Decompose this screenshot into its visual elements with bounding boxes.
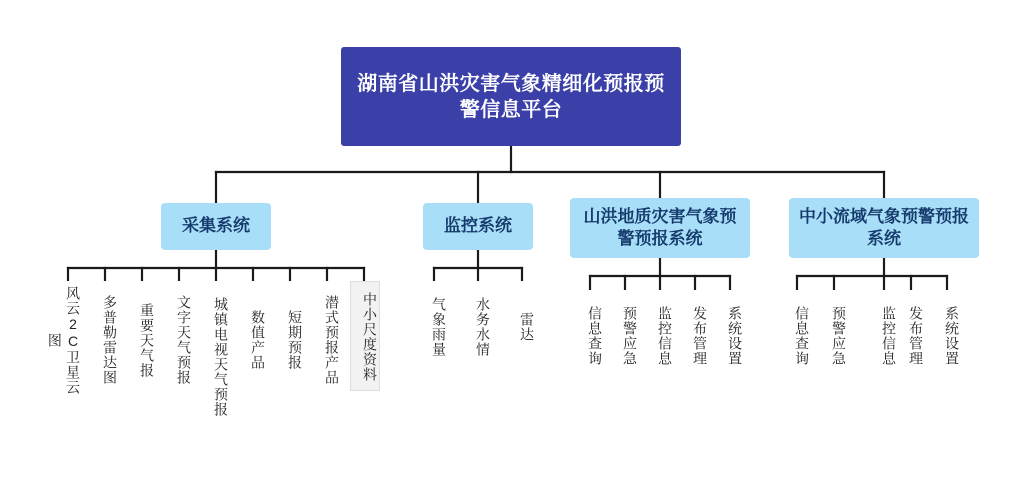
leaf-node-label: 气象雨量	[431, 297, 447, 357]
leaf-node-label: 潜式预报产品	[324, 295, 340, 385]
leaf-node[interactable]	[466, 281, 492, 371]
leaf-node[interactable]	[93, 281, 119, 397]
leaf-node-label: 短期预报	[287, 310, 303, 370]
leaf-node[interactable]	[648, 290, 674, 380]
leaf-node-label: 预警应急	[831, 306, 847, 366]
leaf-node-label: 发布管理	[692, 306, 708, 366]
leaf-node-label: 系统设置	[944, 306, 960, 366]
leaf-node[interactable]	[278, 281, 304, 397]
leaf-node-label: 雷达	[519, 312, 535, 342]
leaf-node-label: 城镇电视天气预报	[213, 297, 229, 417]
leaf-node-label: 监控信息	[881, 306, 897, 366]
leaf-node[interactable]	[167, 281, 193, 397]
leaf-node[interactable]	[422, 281, 448, 371]
system-node-monitoring[interactable]	[423, 203, 533, 250]
leaf-node[interactable]	[935, 290, 961, 380]
leaf-node[interactable]	[785, 290, 811, 380]
leaf-node[interactable]	[613, 290, 639, 380]
leaf-node[interactable]	[204, 281, 230, 431]
leaf-node-label: 水务水情	[475, 297, 491, 357]
leaf-node[interactable]	[578, 290, 604, 380]
platform-root-node[interactable]	[341, 47, 681, 146]
leaf-node-label: 预警应急	[622, 306, 638, 366]
system-node-label: 中小流域气象预警预报系统	[799, 206, 969, 248]
system-node-label: 山洪地质灾害气象预警预报系统	[583, 206, 737, 248]
leaf-node-label: 风云2C卫星云图	[46, 285, 81, 395]
leaf-node-label: 重要天气报	[139, 302, 155, 378]
leaf-node-highlighted[interactable]	[350, 281, 380, 391]
leaf-node-label: 系统设置	[727, 306, 743, 366]
leaf-node-label: 文字天气预报	[176, 295, 192, 385]
leaf-node-label: 多普勒雷达图	[102, 295, 118, 385]
system-node-small-basin[interactable]	[789, 198, 979, 258]
leaf-node-label: 信息查询	[794, 306, 810, 366]
system-node-label: 采集系统	[182, 216, 250, 236]
leaf-node-label: 信息查询	[587, 306, 603, 366]
platform-root-label: 湖南省山洪灾害气象精细化预报预警信息平台	[357, 72, 665, 121]
leaf-node[interactable]	[510, 281, 536, 371]
leaf-node[interactable]	[899, 290, 925, 380]
leaf-node[interactable]	[130, 281, 156, 397]
system-node-collection[interactable]	[161, 203, 271, 250]
leaf-node[interactable]	[872, 290, 898, 380]
leaf-node-label: 中小尺度资料	[362, 292, 378, 382]
leaf-node-label: 监控信息	[657, 306, 673, 366]
leaf-node[interactable]	[822, 290, 848, 380]
leaf-node[interactable]	[241, 281, 267, 397]
leaf-node-label: 发布管理	[908, 306, 924, 366]
leaf-node[interactable]	[718, 290, 744, 380]
leaf-node-label: 数值产品	[250, 310, 266, 370]
system-node-label: 监控系统	[444, 216, 512, 236]
leaf-node[interactable]	[46, 281, 82, 397]
system-node-flood-geohazard[interactable]	[570, 198, 750, 258]
leaf-node[interactable]	[683, 290, 709, 380]
leaf-node[interactable]	[315, 281, 341, 397]
